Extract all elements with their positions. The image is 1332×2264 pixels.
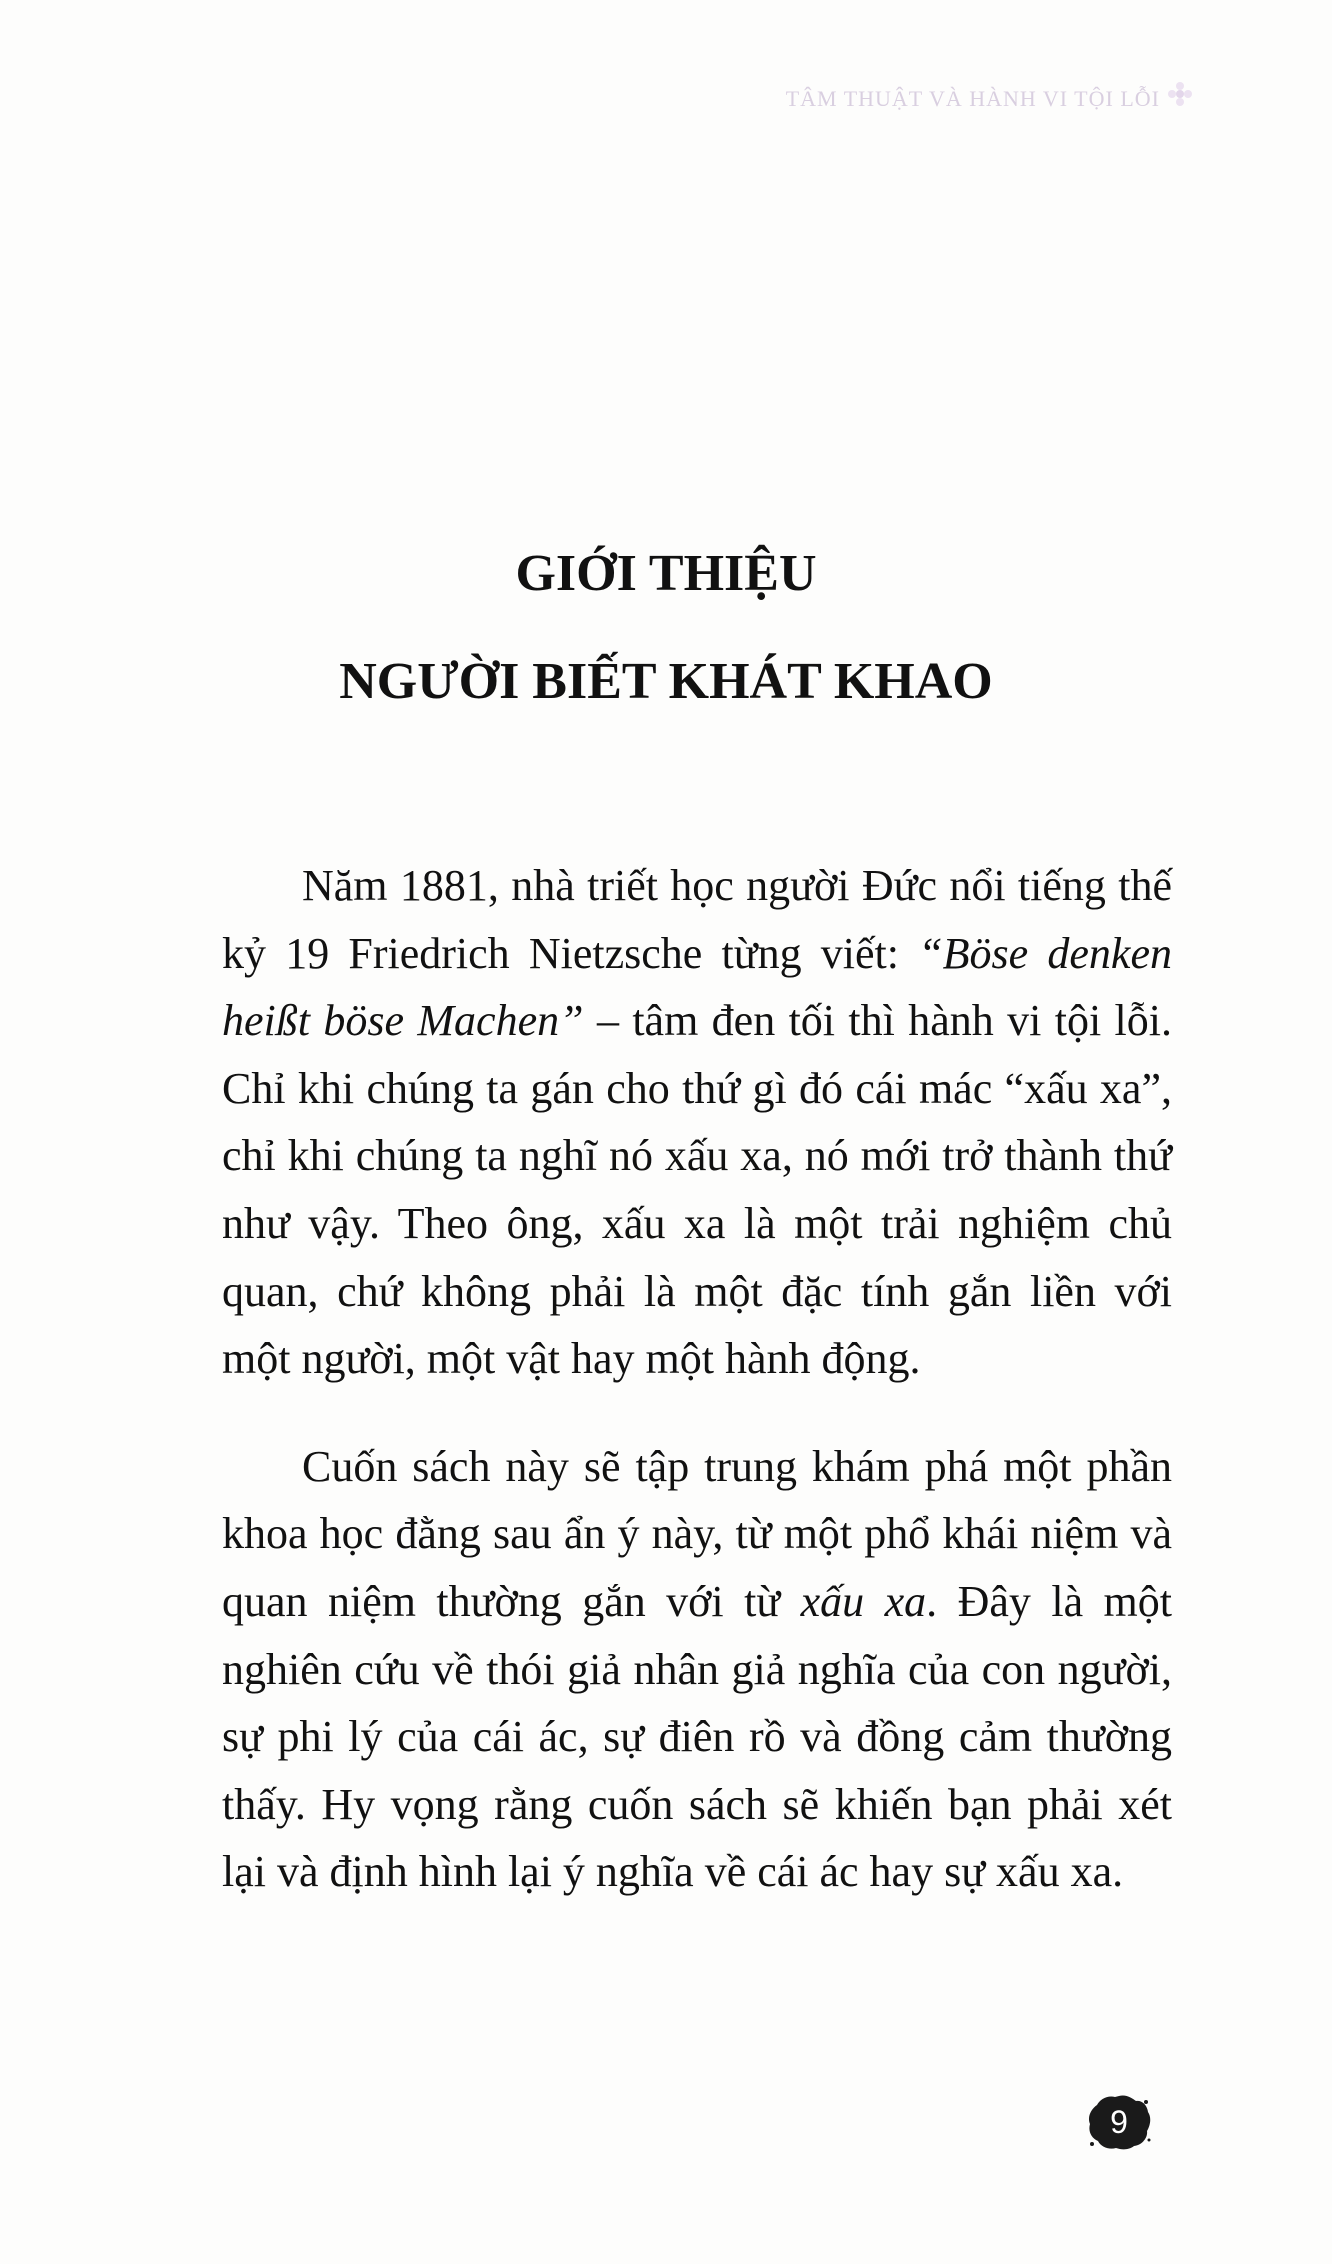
paragraph-2	[222, 1433, 1172, 1906]
paragraph-1-intro: Năm 1881, nhà triết học người Đức nổi tiếng thế kỷ 19 Friedrich Nietzsche từng viết:	[222, 861, 1172, 978]
paragraph-1-rest: – tâm đen tối thì hành vi tội lỗi. Chỉ khi chúng ta gán cho thứ gì đó cái mác “xấu xa”, chỉ khi chúng ta nghĩ nó xấu xa, nó mới trở thành thứ như vậy. Theo ông, xấu xa là một trải nghiệm chủ quan, chứ không phải là một đặc tính gắn liền với một người, một vật hay một hành động.	[222, 996, 1172, 1384]
running-header: TÂM THUẬT VÀ HÀNH VI TỘI LỖI	[785, 86, 1160, 111]
italic-term: xấu xa	[800, 1576, 927, 1626]
page-number-badge	[1086, 2092, 1152, 2152]
paragraph-2-rest: . Đây là một nghiên cứu về thói giả nhân giả nghĩa của con người, sự phi lý của cái ác, sự điên rồ và đồng cảm thường thấy. Hy vọng rằng cuốn sách sẽ khiến bạn phải xét lại và định hình lại ý nghĩa về cái ác hay sự xấu xa.	[222, 1576, 1172, 1897]
flower-ornament-icon	[1166, 80, 1194, 108]
body-text	[222, 852, 1172, 1906]
paragraph-1	[222, 852, 1172, 1393]
chapter-title: GIỚI THIỆU	[515, 545, 817, 602]
chapter-titles	[0, 545, 1332, 710]
paragraph-2-intro: Cuốn sách này sẽ tập trung khám phá một phần khoa học đằng sau ẩn ý này, từ một phổ khái niệm và quan niệm thường gắn với từ	[222, 1441, 1172, 1626]
chapter-subtitle: NGƯỜI BIẾT KHÁT KHAO	[339, 653, 993, 710]
page-number: 9	[1110, 2104, 1128, 2140]
german-quote: “Böse denken heißt böse Machen”	[222, 928, 1172, 1046]
